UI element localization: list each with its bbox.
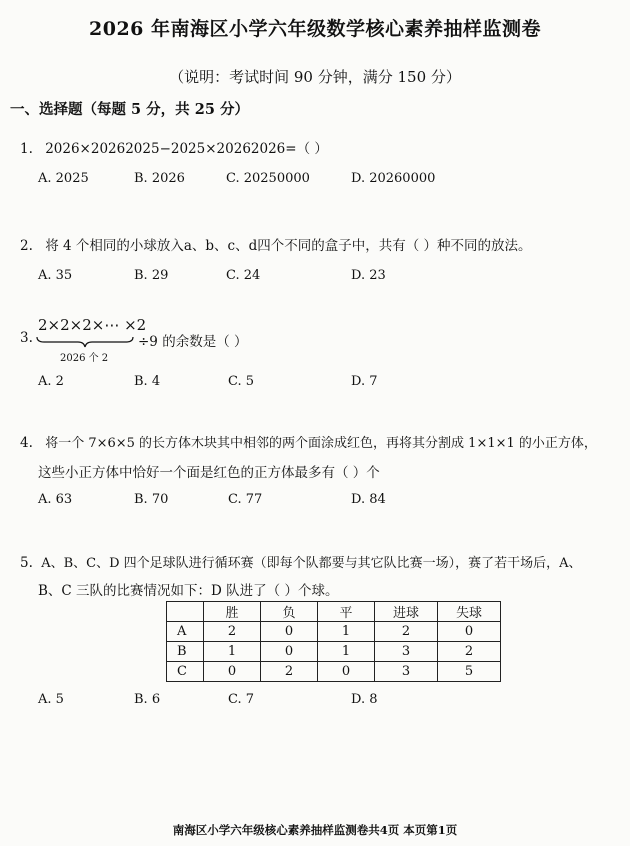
results-table	[166, 601, 501, 682]
table-cell: 2	[204, 622, 261, 642]
section-title: 一、选择题（每题 5 分，共 25 分）	[10, 101, 249, 118]
question-text: A、B、C、D 四个足球队进行循环赛（即每个队都要与其它队比赛一场），赛了若干场后，A、	[41, 556, 582, 571]
q5-option-d: D. 8	[351, 692, 378, 707]
q4-option-d: D. 84	[351, 492, 386, 507]
table-header-cell: 失球	[438, 602, 501, 622]
table-cell: 0	[261, 622, 318, 642]
question-text: 2026×20262025−2025×20262026=（ ）	[45, 141, 328, 157]
q3-option-c: C. 5	[228, 374, 255, 389]
question-text: 将一个 7×6×5 的长方体木块其中相邻的两个面涂成红色，再将其分割成 1×1×1 的小正方体，	[45, 436, 597, 451]
exam-title: 2026 年南海区小学六年级数学核心素养抽样监测卷	[89, 18, 541, 40]
question-1	[20, 137, 328, 157]
q4-option-c: C. 77	[228, 492, 263, 507]
table-header-cell: 进球	[375, 602, 438, 622]
table-cell: 1	[204, 642, 261, 662]
question-5-line2: B、C 三队的比赛情况如下：D 队进了（ ）个球。	[38, 583, 339, 599]
table-cell: B	[167, 642, 204, 662]
question-3-number: 3.	[20, 330, 33, 346]
table-cell: 1	[318, 642, 375, 662]
q5-option-c: C. 7	[228, 692, 255, 707]
q1-option-d: D. 20260000	[351, 171, 436, 186]
table-row	[167, 662, 501, 682]
table-cell: 2	[261, 662, 318, 682]
table-row	[167, 642, 501, 662]
question-number: 5.	[20, 555, 33, 571]
table-header-row	[167, 602, 501, 622]
q4-option-a: A. 63	[38, 492, 73, 507]
underbrace	[36, 336, 134, 348]
exam-note: （说明：考试时间 90 分钟，满分 150 分）	[169, 68, 461, 86]
q2-option-d: D. 23	[351, 268, 386, 283]
q3-option-a: A. 2	[38, 374, 64, 389]
table-cell: 5	[438, 662, 501, 682]
q1-option-c: C. 20250000	[226, 171, 310, 186]
underbrace-label: 2026 个 2	[60, 353, 109, 364]
question-4-line2: 这些小正方体中恰好一个面是红色的正方体最多有（ ）个	[38, 465, 380, 481]
q2-option-b: B. 29	[134, 268, 169, 283]
table-cell: 0	[438, 622, 501, 642]
question-4	[20, 432, 597, 451]
q5-option-a: A. 5	[38, 692, 64, 707]
q3-option-d: D. 7	[351, 374, 378, 389]
question-5	[20, 552, 582, 571]
question-number: 4.	[20, 435, 33, 451]
table-cell: 0	[261, 642, 318, 662]
page-footer: 南海区小学六年级核心素养抽样监测卷共4页 本页第1页	[172, 823, 458, 837]
q5-option-b: B. 6	[134, 692, 161, 707]
table-row	[167, 622, 501, 642]
table-header-cell: 平	[318, 602, 375, 622]
question-text: 将 4 个相同的小球放入a、b、c、d四个不同的盒子中，共有（ ）种不同的放法。	[45, 238, 532, 254]
table-cell: 0	[204, 662, 261, 682]
question-3-text: ÷9 的余数是（ ）	[138, 334, 248, 350]
table-cell: 2	[438, 642, 501, 662]
question-number: 1.	[20, 141, 33, 157]
table-cell: A	[167, 622, 204, 642]
results-table-wrap	[166, 601, 501, 682]
q2-option-c: C. 24	[226, 268, 261, 283]
q1-option-a: A. 2025	[38, 171, 89, 186]
table-cell: 0	[318, 662, 375, 682]
table-cell: 1	[318, 622, 375, 642]
q3-option-b: B. 4	[134, 374, 161, 389]
table-header-cell	[167, 602, 204, 622]
table-cell: 3	[375, 642, 438, 662]
table-header-cell: 胜	[204, 602, 261, 622]
question-number: 2.	[20, 238, 33, 254]
table-header-cell: 负	[261, 602, 318, 622]
q4-option-b: B. 70	[134, 492, 169, 507]
table-cell: 2	[375, 622, 438, 642]
power-expression: 2×2×2×⋯ ×2	[38, 316, 147, 334]
q2-option-a: A. 35	[38, 268, 73, 283]
question-2	[20, 234, 532, 254]
table-cell: 3	[375, 662, 438, 682]
q1-option-b: B. 2026	[134, 171, 185, 186]
table-cell: C	[167, 662, 204, 682]
